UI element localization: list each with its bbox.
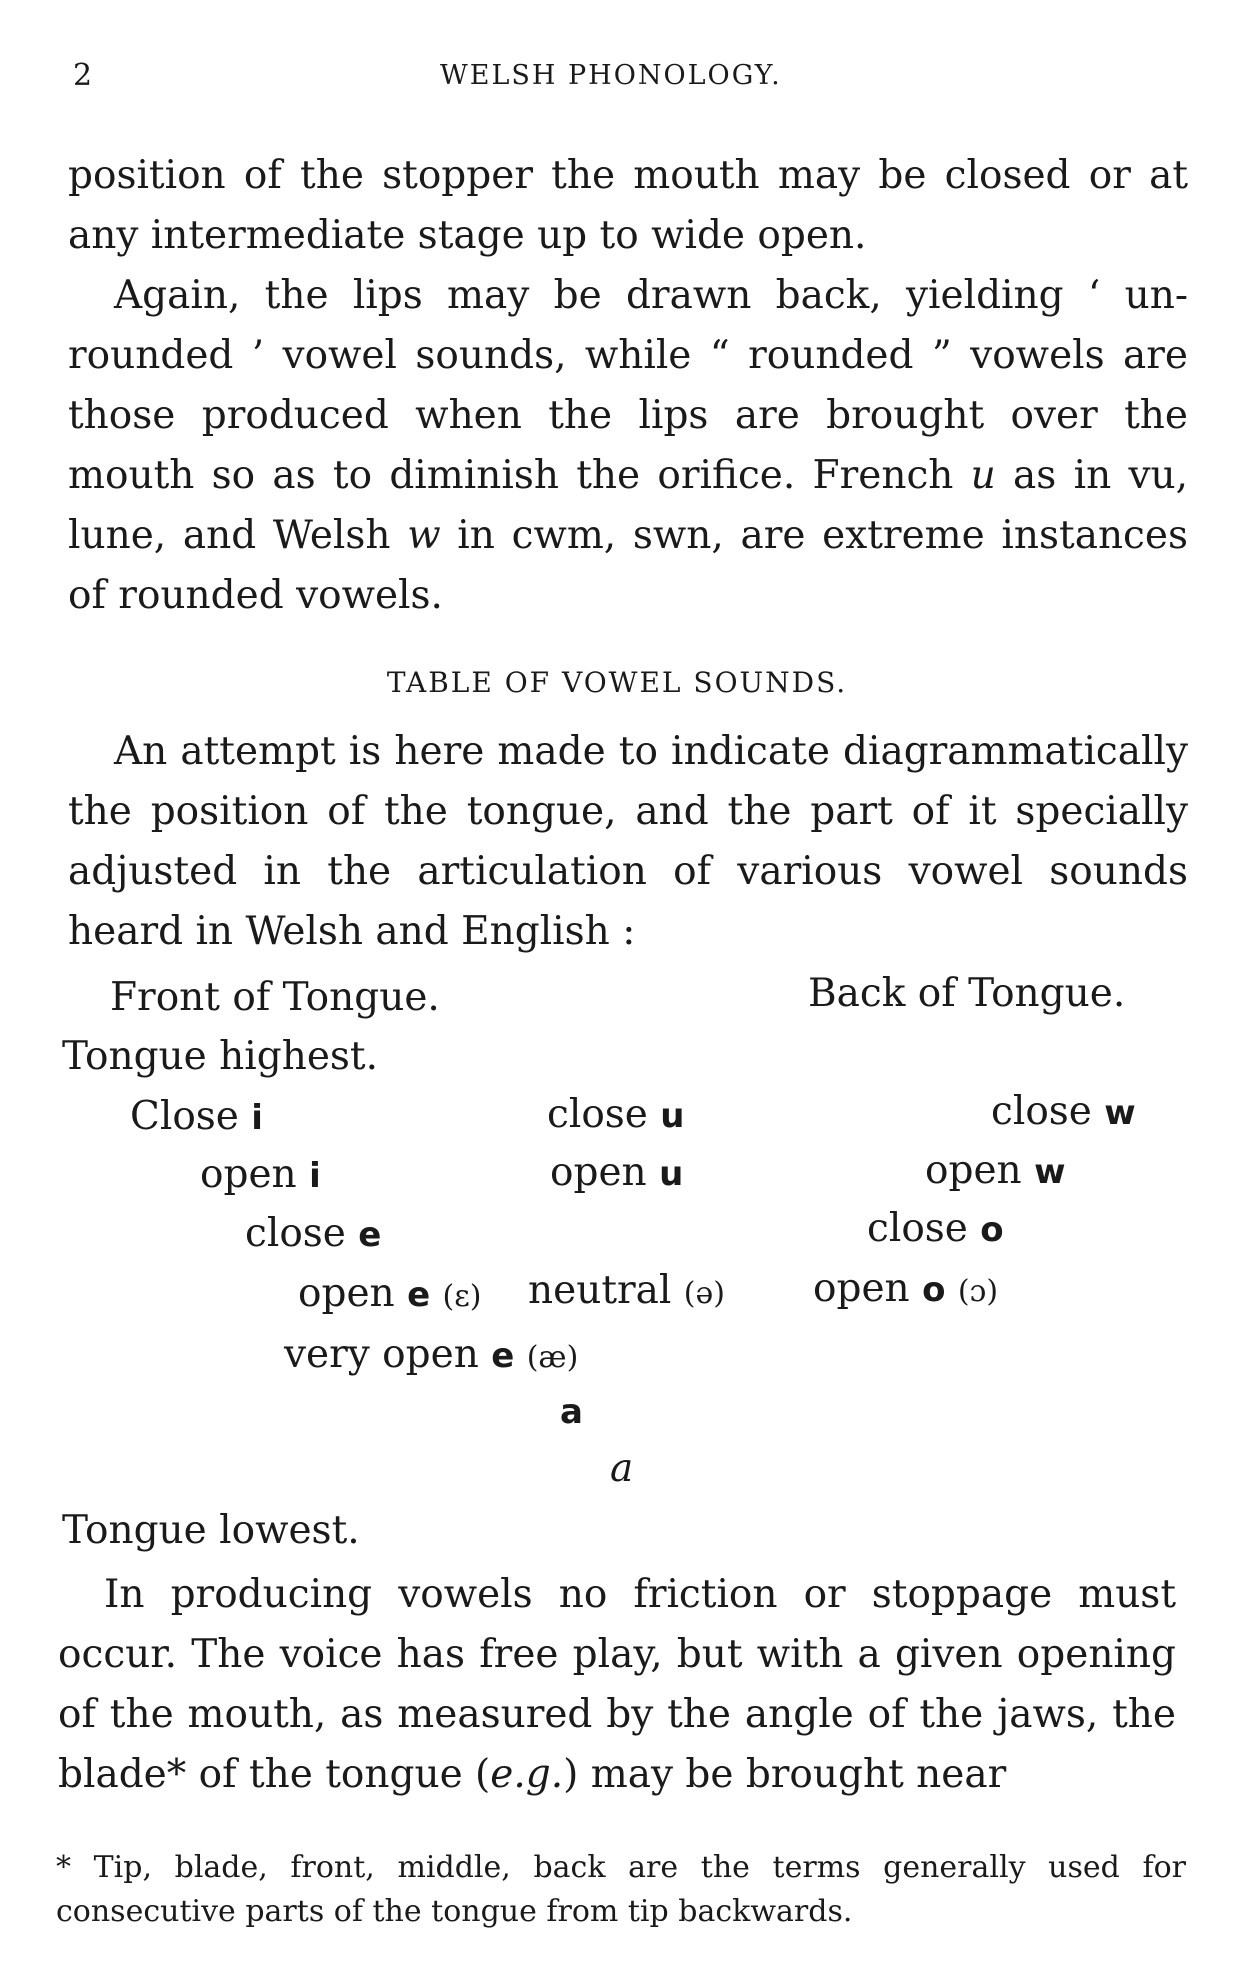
paragraph-4 (58, 1565, 1176, 1805)
vowel-close-i: Close i (130, 1094, 263, 1139)
paragraph-2 (68, 266, 1188, 626)
back-of-tongue-label: Back of Tongue. (808, 971, 1126, 1016)
italic-u: u (970, 453, 996, 498)
paragraph-3-text: An attempt is here made to indicate diagrammatically the position of the tongue, and the part of it specially adjusted in the articulation of various vowel sounds heard in Welsh and English : (68, 729, 1188, 954)
vowel-neutral: neutral (ə) (528, 1268, 725, 1313)
paragraph-4-text: In producing vowels no friction or stoppage must occur. The voice has free play, but with a given opening of the mouth, as measured by the angle of the jaws, the blade* of the tongue (e.g.) may be brought near (58, 1572, 1176, 1797)
vowel-very-open-e: very open e (æ) (284, 1332, 579, 1377)
tongue-lowest-label: Tongue lowest. (62, 1508, 360, 1553)
paragraph-2-text: Again, the lips may be drawn back, yielding ‘ un-rounded ’ vowel sounds, while “ rounded ” vowels are those produced when the lips are brought over the mouth so as to diminish the orifice. French u as in vu, lune, and Welsh w in cwm, swn, are extreme instances of rounded vowels. (68, 273, 1188, 618)
vowel-open-e: open e (ɛ) (298, 1271, 482, 1316)
section-title: TABLE OF VOWEL SOUNDS. (386, 666, 848, 699)
vowel-open-i: open i (200, 1152, 321, 1197)
vowel-open-u: open u (550, 1150, 684, 1195)
front-of-tongue-label: Front of Tongue. (110, 975, 440, 1020)
paragraph-1 (68, 146, 1188, 266)
vowel-a-bold: a (560, 1392, 583, 1432)
vowel-a-italic: a (610, 1446, 634, 1491)
vowel-close-u: close u (547, 1092, 685, 1137)
paragraph-1-line-2: any intermediate stage up to wide open. (68, 213, 867, 258)
vowel-open-w: open w (925, 1148, 1066, 1193)
tongue-highest-label: Tongue highest. (62, 1034, 378, 1079)
vowel-close-e: close e (245, 1211, 382, 1256)
italic-eg: e.g. (490, 1752, 564, 1797)
running-title: WELSH PHONOLOGY. (440, 60, 782, 91)
paragraph-1-line-1: position of the stopper the mouth may be closed or at (68, 153, 1188, 198)
paragraph-3 (68, 722, 1188, 962)
vowel-close-o: close o (867, 1206, 1004, 1251)
vowel-open-o: open o (ɔ) (813, 1266, 999, 1311)
page-number: 2 (73, 58, 93, 93)
footnote (56, 1846, 1186, 1934)
vowel-close-w: close w (991, 1089, 1136, 1134)
footnote-text: * Tip, blade, front, middle, back are the terms generally used for consecutive parts of the tongue from tip backwards. (56, 1850, 1186, 1929)
italic-w: w (407, 513, 441, 558)
